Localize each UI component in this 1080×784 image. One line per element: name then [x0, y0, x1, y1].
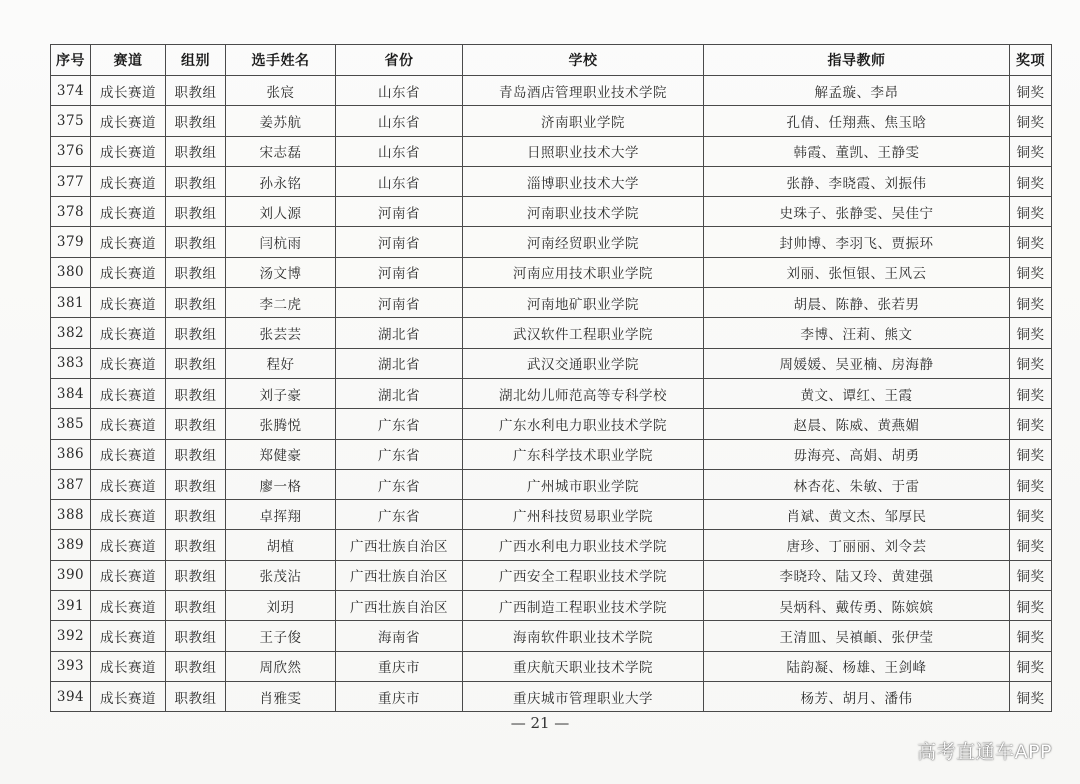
awards-table [50, 44, 1052, 712]
header-award: 奖项 [1010, 45, 1052, 76]
table-row [51, 469, 1052, 499]
cell-track: 成长赛道 [91, 166, 166, 196]
cell-contestant: 刘子豪 [226, 378, 336, 408]
cell-school: 广东科学技术职业学院 [463, 439, 704, 469]
cell-award: 铜奖 [1010, 560, 1052, 590]
cell-group: 职教组 [166, 76, 226, 106]
cell-contestant: 周欣然 [226, 651, 336, 681]
cell-school: 河南应用技术职业学院 [463, 257, 704, 287]
table-row [51, 166, 1052, 196]
cell-contestant: 李二虎 [226, 288, 336, 318]
cell-province: 广东省 [336, 439, 463, 469]
cell-school: 济南职业学院 [463, 106, 704, 136]
cell-award: 铜奖 [1010, 197, 1052, 227]
cell-seq: 383 [51, 348, 91, 378]
cell-school: 广东水利电力职业技术学院 [463, 409, 704, 439]
cell-contestant: 闫杭雨 [226, 227, 336, 257]
cell-track: 成长赛道 [91, 469, 166, 499]
cell-contestant: 刘玥 [226, 591, 336, 621]
cell-track: 成长赛道 [91, 621, 166, 651]
cell-award: 铜奖 [1010, 288, 1052, 318]
table-row [51, 591, 1052, 621]
table-row [51, 439, 1052, 469]
cell-track: 成长赛道 [91, 681, 166, 711]
cell-seq: 391 [51, 591, 91, 621]
table-row [51, 409, 1052, 439]
cell-award: 铜奖 [1010, 348, 1052, 378]
cell-advisors: 林杏花、朱敏、于雷 [704, 469, 1010, 499]
cell-school: 青岛酒店管理职业技术学院 [463, 76, 704, 106]
cell-school: 广州科技贸易职业学院 [463, 500, 704, 530]
cell-group: 职教组 [166, 651, 226, 681]
table-row [51, 288, 1052, 318]
cell-track: 成长赛道 [91, 348, 166, 378]
cell-group: 职教组 [166, 288, 226, 318]
cell-province: 重庆市 [336, 681, 463, 711]
cell-award: 铜奖 [1010, 136, 1052, 166]
cell-contestant: 姜苏航 [226, 106, 336, 136]
cell-group: 职教组 [166, 469, 226, 499]
cell-award: 铜奖 [1010, 500, 1052, 530]
cell-province: 广东省 [336, 500, 463, 530]
cell-province: 山东省 [336, 136, 463, 166]
cell-contestant: 刘人源 [226, 197, 336, 227]
cell-advisors: 唐珍、丁丽丽、刘令芸 [704, 530, 1010, 560]
table-row [51, 318, 1052, 348]
cell-group: 职教组 [166, 409, 226, 439]
cell-track: 成长赛道 [91, 500, 166, 530]
cell-seq: 385 [51, 409, 91, 439]
cell-award: 铜奖 [1010, 439, 1052, 469]
cell-province: 湖北省 [336, 378, 463, 408]
table-row [51, 76, 1052, 106]
cell-seq: 374 [51, 76, 91, 106]
cell-advisors: 王清皿、吴禛頔、张伊莹 [704, 621, 1010, 651]
cell-province: 河南省 [336, 227, 463, 257]
cell-seq: 387 [51, 469, 91, 499]
table-body [51, 76, 1052, 712]
cell-contestant: 胡植 [226, 530, 336, 560]
cell-track: 成长赛道 [91, 76, 166, 106]
cell-advisors: 刘丽、张恒银、王风云 [704, 257, 1010, 287]
cell-track: 成长赛道 [91, 651, 166, 681]
cell-province: 广东省 [336, 409, 463, 439]
cell-province: 广西壮族自治区 [336, 530, 463, 560]
cell-province: 河南省 [336, 197, 463, 227]
cell-advisors: 赵晨、陈威、黄燕媚 [704, 409, 1010, 439]
cell-award: 铜奖 [1010, 651, 1052, 681]
cell-advisors: 黄文、谭红、王霞 [704, 378, 1010, 408]
cell-contestant: 张茂沾 [226, 560, 336, 590]
cell-track: 成长赛道 [91, 227, 166, 257]
cell-province: 广西壮族自治区 [336, 560, 463, 590]
cell-province: 河南省 [336, 257, 463, 287]
cell-province: 广西壮族自治区 [336, 591, 463, 621]
header-seq: 序号 [51, 45, 91, 76]
cell-award: 铜奖 [1010, 227, 1052, 257]
cell-group: 职教组 [166, 378, 226, 408]
page-number: — 21 — [510, 714, 570, 732]
cell-province: 广东省 [336, 469, 463, 499]
watermark-text: 高考直通车APP [917, 741, 1052, 763]
table-row [51, 106, 1052, 136]
cell-award: 铜奖 [1010, 378, 1052, 408]
cell-track: 成长赛道 [91, 378, 166, 408]
cell-track: 成长赛道 [91, 591, 166, 621]
cell-school: 广西安全工程职业技术学院 [463, 560, 704, 590]
cell-school: 湖北幼儿师范高等专科学校 [463, 378, 704, 408]
table-row [51, 227, 1052, 257]
table-row [51, 651, 1052, 681]
table-row [51, 621, 1052, 651]
cell-province: 山东省 [336, 76, 463, 106]
cell-advisors: 杨芳、胡月、潘伟 [704, 681, 1010, 711]
cell-seq: 377 [51, 166, 91, 196]
cell-school: 广西水利电力职业技术学院 [463, 530, 704, 560]
cell-award: 铜奖 [1010, 318, 1052, 348]
cell-contestant: 卓挥翔 [226, 500, 336, 530]
cell-school: 日照职业技术大学 [463, 136, 704, 166]
cell-school: 武汉交通职业学院 [463, 348, 704, 378]
header-contestant: 选手姓名 [226, 45, 336, 76]
cell-advisors: 封帅博、李羽飞、贾振环 [704, 227, 1010, 257]
cell-group: 职教组 [166, 227, 226, 257]
table-row [51, 348, 1052, 378]
cell-province: 湖北省 [336, 348, 463, 378]
cell-seq: 381 [51, 288, 91, 318]
cell-award: 铜奖 [1010, 591, 1052, 621]
cell-seq: 384 [51, 378, 91, 408]
cell-contestant: 张宸 [226, 76, 336, 106]
cell-contestant: 肖雅雯 [226, 681, 336, 711]
table-row [51, 378, 1052, 408]
cell-province: 山东省 [336, 166, 463, 196]
cell-award: 铜奖 [1010, 409, 1052, 439]
cell-contestant: 王子俊 [226, 621, 336, 651]
cell-seq: 389 [51, 530, 91, 560]
cell-track: 成长赛道 [91, 106, 166, 136]
cell-advisors: 史珠子、张静雯、吴佳宁 [704, 197, 1010, 227]
cell-seq: 392 [51, 621, 91, 651]
cell-contestant: 程好 [226, 348, 336, 378]
cell-seq: 394 [51, 681, 91, 711]
cell-seq: 382 [51, 318, 91, 348]
cell-advisors: 吴炳科、戴传勇、陈嫔嫔 [704, 591, 1010, 621]
table-row [51, 560, 1052, 590]
cell-seq: 375 [51, 106, 91, 136]
table-row [51, 136, 1052, 166]
table-row [51, 681, 1052, 711]
cell-school: 河南经贸职业学院 [463, 227, 704, 257]
cell-school: 海南软件职业技术学院 [463, 621, 704, 651]
cell-track: 成长赛道 [91, 136, 166, 166]
cell-contestant: 张芸芸 [226, 318, 336, 348]
header-track: 赛道 [91, 45, 166, 76]
table-row [51, 197, 1052, 227]
header-school: 学校 [463, 45, 704, 76]
cell-advisors: 周媛媛、吴亚楠、房海静 [704, 348, 1010, 378]
cell-advisors: 李博、汪莉、熊文 [704, 318, 1010, 348]
cell-province: 山东省 [336, 106, 463, 136]
cell-group: 职教组 [166, 681, 226, 711]
cell-contestant: 廖一格 [226, 469, 336, 499]
cell-award: 铜奖 [1010, 166, 1052, 196]
table-row [51, 500, 1052, 530]
cell-contestant: 汤文博 [226, 257, 336, 287]
cell-contestant: 孙永铭 [226, 166, 336, 196]
cell-group: 职教组 [166, 500, 226, 530]
cell-seq: 388 [51, 500, 91, 530]
cell-group: 职教组 [166, 136, 226, 166]
cell-seq: 390 [51, 560, 91, 590]
cell-group: 职教组 [166, 560, 226, 590]
cell-advisors: 陆韵凝、杨雄、王剑峰 [704, 651, 1010, 681]
cell-track: 成长赛道 [91, 257, 166, 287]
cell-school: 重庆航天职业技术学院 [463, 651, 704, 681]
cell-advisors: 解孟璇、李昂 [704, 76, 1010, 106]
cell-school: 武汉软件工程职业学院 [463, 318, 704, 348]
table-row [51, 530, 1052, 560]
cell-school: 河南地矿职业学院 [463, 288, 704, 318]
cell-seq: 379 [51, 227, 91, 257]
cell-advisors: 肖斌、黄文杰、邹厚民 [704, 500, 1010, 530]
cell-advisors: 李晓玲、陆又玲、黄建强 [704, 560, 1010, 590]
cell-track: 成长赛道 [91, 318, 166, 348]
cell-award: 铜奖 [1010, 76, 1052, 106]
cell-school: 重庆城市管理职业大学 [463, 681, 704, 711]
table-row [51, 257, 1052, 287]
cell-province: 河南省 [336, 288, 463, 318]
cell-award: 铜奖 [1010, 681, 1052, 711]
header-group: 组别 [166, 45, 226, 76]
cell-advisors: 胡晨、陈静、张若男 [704, 288, 1010, 318]
cell-seq: 376 [51, 136, 91, 166]
cell-group: 职教组 [166, 591, 226, 621]
cell-group: 职教组 [166, 621, 226, 651]
cell-school: 广州城市职业学院 [463, 469, 704, 499]
cell-group: 职教组 [166, 166, 226, 196]
cell-province: 海南省 [336, 621, 463, 651]
cell-seq: 386 [51, 439, 91, 469]
cell-group: 职教组 [166, 257, 226, 287]
cell-award: 铜奖 [1010, 621, 1052, 651]
table-header [51, 45, 1052, 76]
cell-province: 湖北省 [336, 318, 463, 348]
cell-advisors: 韩霞、董凯、王静雯 [704, 136, 1010, 166]
cell-award: 铜奖 [1010, 530, 1052, 560]
cell-seq: 378 [51, 197, 91, 227]
cell-school: 淄博职业技术大学 [463, 166, 704, 196]
cell-school: 广西制造工程职业技术学院 [463, 591, 704, 621]
cell-advisors: 孔倩、任翔燕、焦玉晗 [704, 106, 1010, 136]
cell-group: 职教组 [166, 106, 226, 136]
table-header-row [51, 45, 1052, 76]
cell-contestant: 郑健豪 [226, 439, 336, 469]
cell-group: 职教组 [166, 439, 226, 469]
cell-track: 成长赛道 [91, 288, 166, 318]
cell-group: 职教组 [166, 197, 226, 227]
cell-award: 铜奖 [1010, 257, 1052, 287]
cell-track: 成长赛道 [91, 439, 166, 469]
cell-advisors: 张静、李晓霞、刘振伟 [704, 166, 1010, 196]
cell-track: 成长赛道 [91, 409, 166, 439]
cell-contestant: 张腾悦 [226, 409, 336, 439]
cell-province: 重庆市 [336, 651, 463, 681]
cell-school: 河南职业技术学院 [463, 197, 704, 227]
cell-award: 铜奖 [1010, 106, 1052, 136]
cell-track: 成长赛道 [91, 197, 166, 227]
cell-track: 成长赛道 [91, 560, 166, 590]
cell-group: 职教组 [166, 318, 226, 348]
cell-group: 职教组 [166, 530, 226, 560]
cell-contestant: 宋志磊 [226, 136, 336, 166]
cell-track: 成长赛道 [91, 530, 166, 560]
cell-seq: 393 [51, 651, 91, 681]
cell-award: 铜奖 [1010, 469, 1052, 499]
header-advisors: 指导教师 [704, 45, 1010, 76]
cell-advisors: 毋海亮、高娟、胡勇 [704, 439, 1010, 469]
cell-seq: 380 [51, 257, 91, 287]
header-province: 省份 [336, 45, 463, 76]
cell-group: 职教组 [166, 348, 226, 378]
